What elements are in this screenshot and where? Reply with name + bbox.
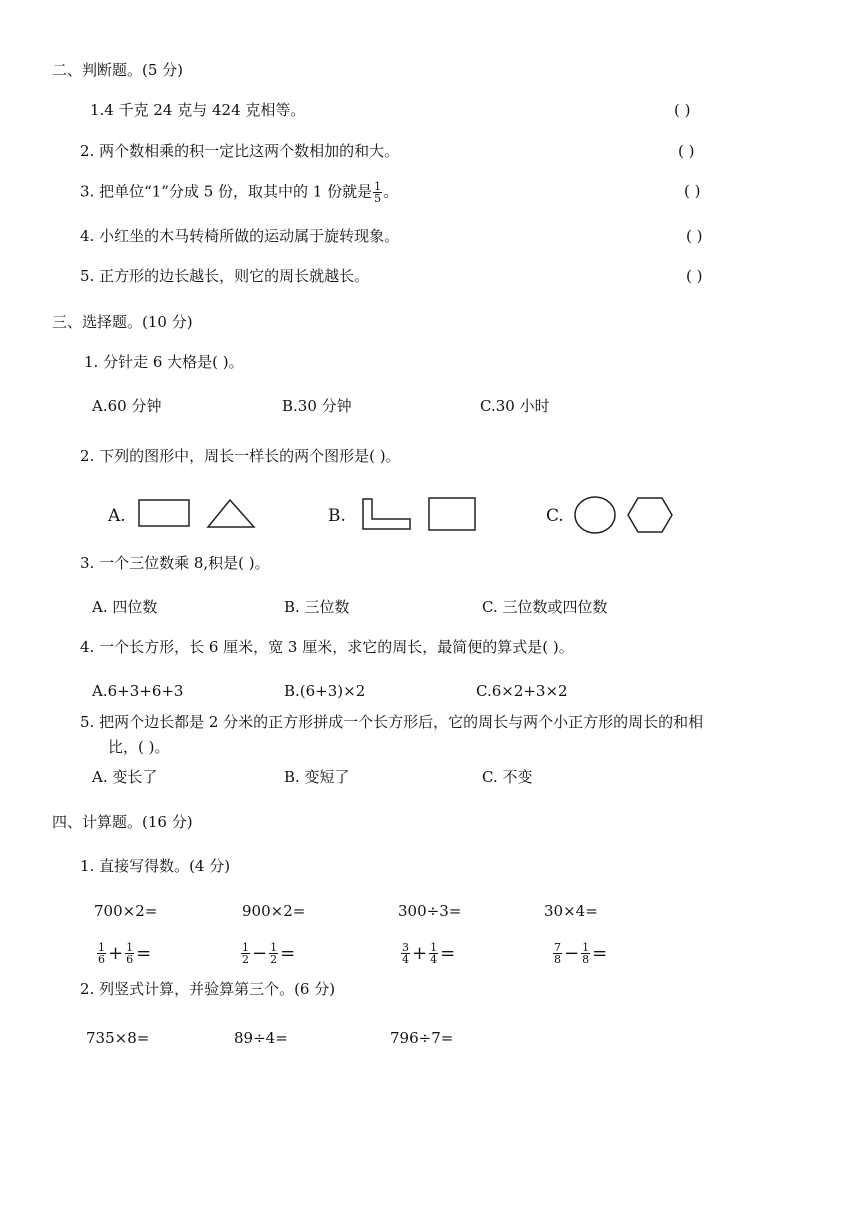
shape-option-b-label: B. bbox=[328, 506, 346, 526]
answer-blank-2[interactable]: ( ) bbox=[678, 142, 695, 160]
fraction-calc-item: $\frac{1}{2}$ − $\frac{1}{2}$ = bbox=[242, 941, 296, 966]
vertical-calc-item: 89÷4= bbox=[234, 1029, 288, 1047]
circle-shape bbox=[574, 496, 618, 536]
fraction: $\frac{1}{5}$ bbox=[374, 180, 382, 205]
choice-question-2: 2. 下列的图形中，周长一样长的两个图形是( )。 bbox=[80, 447, 401, 465]
fraction-calc-item: $\frac{7}{8}$ − $\frac{1}{8}$ = bbox=[554, 941, 608, 966]
vertical-calc-item: 735×8= bbox=[86, 1029, 150, 1047]
option-b[interactable]: B. 三位数 bbox=[284, 598, 350, 616]
choice-question-5: 5. 把两个边长都是 2 分米的正方形拼成一个长方形后，它的周长与两个小正方形的周长的和相 bbox=[80, 713, 704, 731]
judge-item-1: 1.4 千克 24 克与 424 克相等。 bbox=[90, 101, 306, 119]
judge-item-4: 4. 小红坐的木马转椅所做的运动属于旋转现象。 bbox=[80, 227, 400, 245]
judge-item-3: 3. 把单位“1”分成 5 份，取其中的 1 份就是 $\frac{1}{5}$ 。 bbox=[80, 180, 399, 205]
choice-question-1: 1. 分针走 6 大格是( )。 bbox=[84, 353, 244, 371]
choice-question-3: 3. 一个三位数乘 8,积是( )。 bbox=[80, 554, 270, 572]
judge-item-5: 5. 正方形的边长越长，则它的周长就越长。 bbox=[80, 267, 370, 285]
oral-calc-item: 300÷3= bbox=[398, 902, 462, 920]
section-4-title: 四、计算题。(16 分) bbox=[52, 813, 193, 831]
option-c[interactable]: C. 三位数或四位数 bbox=[482, 598, 608, 616]
section-3-title: 三、选择题。(10 分) bbox=[52, 313, 193, 331]
option-b[interactable]: B.30 分钟 bbox=[282, 397, 352, 415]
vertical-calc-item: 796÷7= bbox=[390, 1029, 454, 1047]
oral-calc-item: 700×2= bbox=[94, 902, 158, 920]
oral-calc-item: 30×4= bbox=[544, 902, 598, 920]
option-c[interactable]: C.6×2+3×2 bbox=[476, 682, 568, 700]
shape-option-c-label: C. bbox=[546, 506, 564, 526]
hexagon-shape bbox=[626, 496, 676, 536]
answer-blank-5[interactable]: ( ) bbox=[686, 267, 703, 285]
judge-item-2: 2. 两个数相乘的积一定比这两个数相加的和大。 bbox=[80, 142, 400, 160]
option-a[interactable]: A. 变长了 bbox=[92, 768, 158, 786]
option-c[interactable]: C. 不变 bbox=[482, 768, 533, 786]
square-shape bbox=[428, 497, 478, 533]
option-a[interactable]: A. 四位数 bbox=[92, 598, 158, 616]
rectangle-shape bbox=[138, 499, 192, 529]
answer-blank-4[interactable]: ( ) bbox=[686, 227, 703, 245]
choice-question-5-continued: 比，( )。 bbox=[108, 738, 170, 756]
option-a[interactable]: A.6+3+6+3 bbox=[92, 682, 184, 700]
calc-question-1: 1. 直接写得数。(4 分) bbox=[80, 857, 231, 875]
fraction-calc-item: $\frac{1}{6}$ + $\frac{1}{6}$ = bbox=[98, 941, 152, 966]
oral-calc-item: 900×2= bbox=[242, 902, 306, 920]
option-b[interactable]: B. 变短了 bbox=[284, 768, 350, 786]
judge-item-3-text: 3. 把单位“1”分成 5 份，取其中的 1 份就是 bbox=[80, 182, 373, 201]
option-a[interactable]: A.60 分钟 bbox=[92, 397, 162, 415]
choice-question-4: 4. 一个长方形，长 6 厘米，宽 3 厘米，求它的周长，最简便的算式是( )。 bbox=[80, 638, 574, 656]
option-b[interactable]: B.(6+3)×2 bbox=[284, 682, 366, 700]
section-2-title: 二、判断题。(5 分) bbox=[52, 61, 184, 79]
option-c[interactable]: C.30 小时 bbox=[480, 397, 550, 415]
calc-question-2: 2. 列竖式计算，并验算第三个。(6 分) bbox=[80, 980, 336, 998]
triangle-shape bbox=[206, 498, 258, 530]
shape-option-a-label: A. bbox=[108, 506, 126, 526]
answer-blank-1[interactable]: ( ) bbox=[674, 101, 691, 119]
answer-blank-3[interactable]: ( ) bbox=[684, 182, 701, 200]
fraction-calc-item: $\frac{3}{4}$ + $\frac{1}{4}$ = bbox=[402, 941, 456, 966]
l-shape bbox=[360, 497, 414, 533]
